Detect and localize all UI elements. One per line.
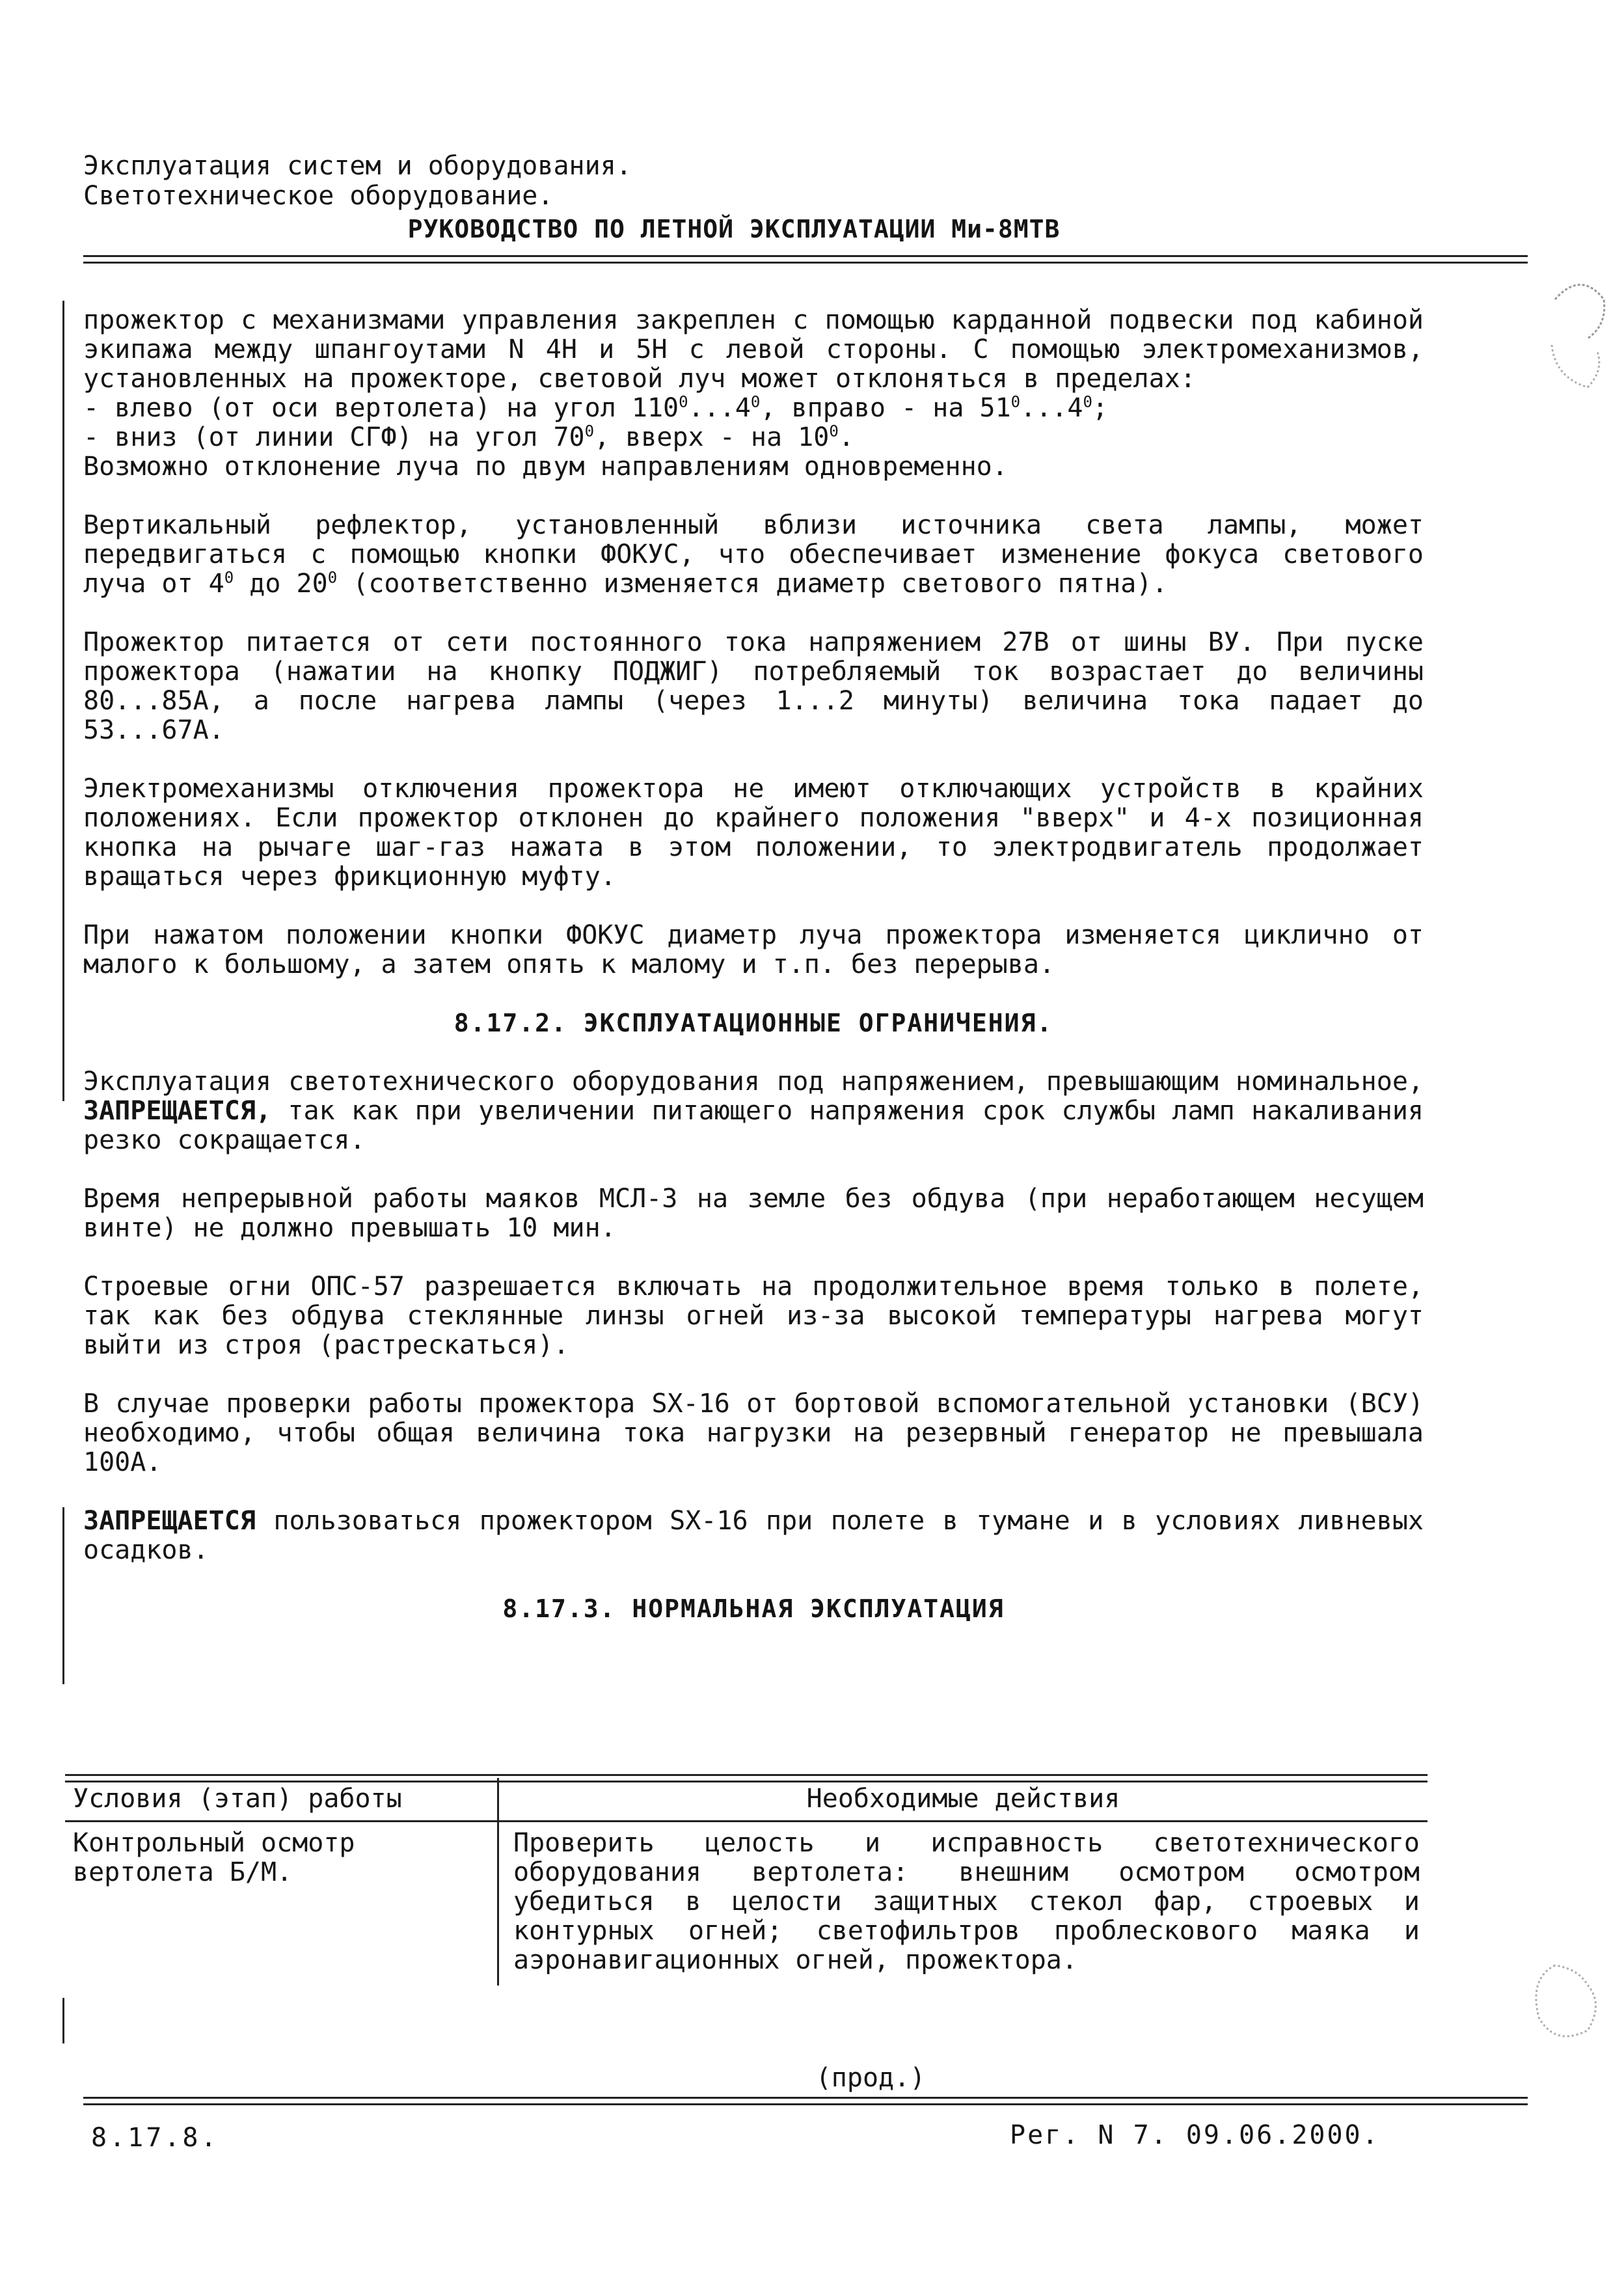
paragraph-power: Прожектор питается от сети постоянного тока напряжением 27В от шины ВУ. При пуске прожектора (нажатии на кнопку ПОДЖИГ) потребляемый ток возрастает до величины 80...85А, а после нагрева лампы (через 1...2 минуты) величина тока падает до 53...67А. [83,627,1424,745]
continued-label: (прод.) [815,2063,926,2093]
paragraph-limit-switches: Электромеханизмы отключения прожектора не имеют отключающих устройств в крайних положениях. Если прожектор отклонен до крайнего положения "вверх" и 4-х позиционная кнопка на рычаге шаг-газ нажата в этом положении, то электродвигатель продолжает вращаться через фрикционную муфту. [83,774,1424,892]
paragraph-left-right: - влево (от оси вертолета) на угол $110^0...4^0$, вправо - на $51^0...4^0$; [83,392,1108,423]
section-title-limitations: 8.17.2. ЭКСПЛУАТАЦИОННЫЕ ОГРАНИЧЕНИЯ. [453,1009,1053,1037]
document-title: РУКОВОДСТВО ПО ЛЕТНОЙ ЭКСПЛУАТАЦИИ Ми-8МТВ [407,215,1061,243]
table-rule-top [65,1774,1428,1776]
registration-number: Рег. N 7. 09.06.2000. [1010,2120,1380,2150]
paragraph-reflector: Вертикальный рефлектор, установленный вблизи источника света лампы, может передвигаться с помощью кнопки ФОКУС, что обеспечивает изменение фокуса светового луча от $4^0$ до $20^0$ (соответственно изменяется диаметр светового пятна). [83,510,1424,599]
footer-rule-top [83,2097,1528,2099]
paragraph-formation-lights: Строевые огни ОПС-57 разрешается включать на продолжительное время только в полете, так как без обдува стеклянные линзы огней из-за высокой температуры нагрева могут выйти из строя (растрескаться). [83,1272,1424,1360]
revision-bar [62,301,64,1101]
table-header-row [65,1778,1428,1822]
paragraph-simultaneous: Возможно отклонение луча по двум направлениям одновременно. [83,452,1008,482]
header-line-2: Светотехническое оборудование. [83,181,554,211]
paragraph-searchlight-mount: прожектор с механизмами управления закреплен с помощью карданной подвески под кабиной экипажа между шпангоутами N 4Н и 5Н с левой стороны. С помощью электромеханизмов, установленных на прожекторе, световой луч может отклоняться в пределах: [83,305,1424,394]
paragraph-down-up: - вниз (от линии СГФ) на угол $70^0$, вверх - на $10^0$. [83,422,854,452]
paragraph-fog-prohibition: ЗАПРЕЩАЕТСЯ пользоваться прожектором SX-16 при полете в тумане и в условиях ливневых осадков. [83,1506,1424,1565]
table-cell-action: Проверить целость и исправность светотехнического оборудования вертолета: внешним осмотром осмотром убедиться в целости защитных стекол фар, строевых и контурных огней; светофильтров проблескового маяка и аэронавигационных огней, прожектора. [513,1828,1420,1975]
document-body [83,306,1424,1653]
paragraph-voltage-limit: Эксплуатация светотехнического оборудования под напряжением, превышающим номинальное, ЗАПРЕЩАЕТСЯ, так как при увеличении питающего напряжения срок службы ламп накаливания резко сокращается. [83,1067,1424,1155]
paragraph-beacon-time: Время непрерывной работы маяков МСЛ-3 на земле без обдува (при неработающем несущем винте) не должно превышать 10 мин. [83,1184,1424,1243]
paragraph-apu-check: В случае проверки работы прожектора SX-16 от бортовой вспомогательной установки (ВСУ) необходимо, чтобы общая величина тока нагрузки на резервный генератор не превышала 100А. [83,1389,1424,1477]
table-header-conditions: Условия (этап) работы [65,1778,498,1822]
revision-bar [62,1507,64,1684]
revision-bar [62,1998,64,2043]
footer-rule-bottom [83,2103,1528,2105]
paragraph-focus-button: При нажатом положении кнопки ФОКУС диаметр луча прожектора изменяется циклично от малого к большому, а затем опять к малому и т.п. без перерыва. [83,920,1424,979]
punch-hole-mark [1516,1939,1607,2056]
header-subtitle [83,151,632,211]
table-row [65,1822,1428,1986]
section-title-normal-operation: 8.17.3. НОРМАЛЬНАЯ ЭКСПЛУАТАЦИЯ [502,1594,1005,1623]
header-line-1: Эксплуатация систем и оборудования. [83,151,632,181]
normal-operation-table [65,1778,1428,1986]
page-number: 8.17.8. [91,2123,219,2153]
punch-hole-mark [1542,273,1614,403]
table-cell-condition: Контрольный осмотр вертолета Б/М. [65,1822,498,1986]
header-rule-top [83,255,1528,257]
header-rule-bottom [83,262,1528,264]
table-header-actions: Необходимые действия [498,1778,1428,1822]
